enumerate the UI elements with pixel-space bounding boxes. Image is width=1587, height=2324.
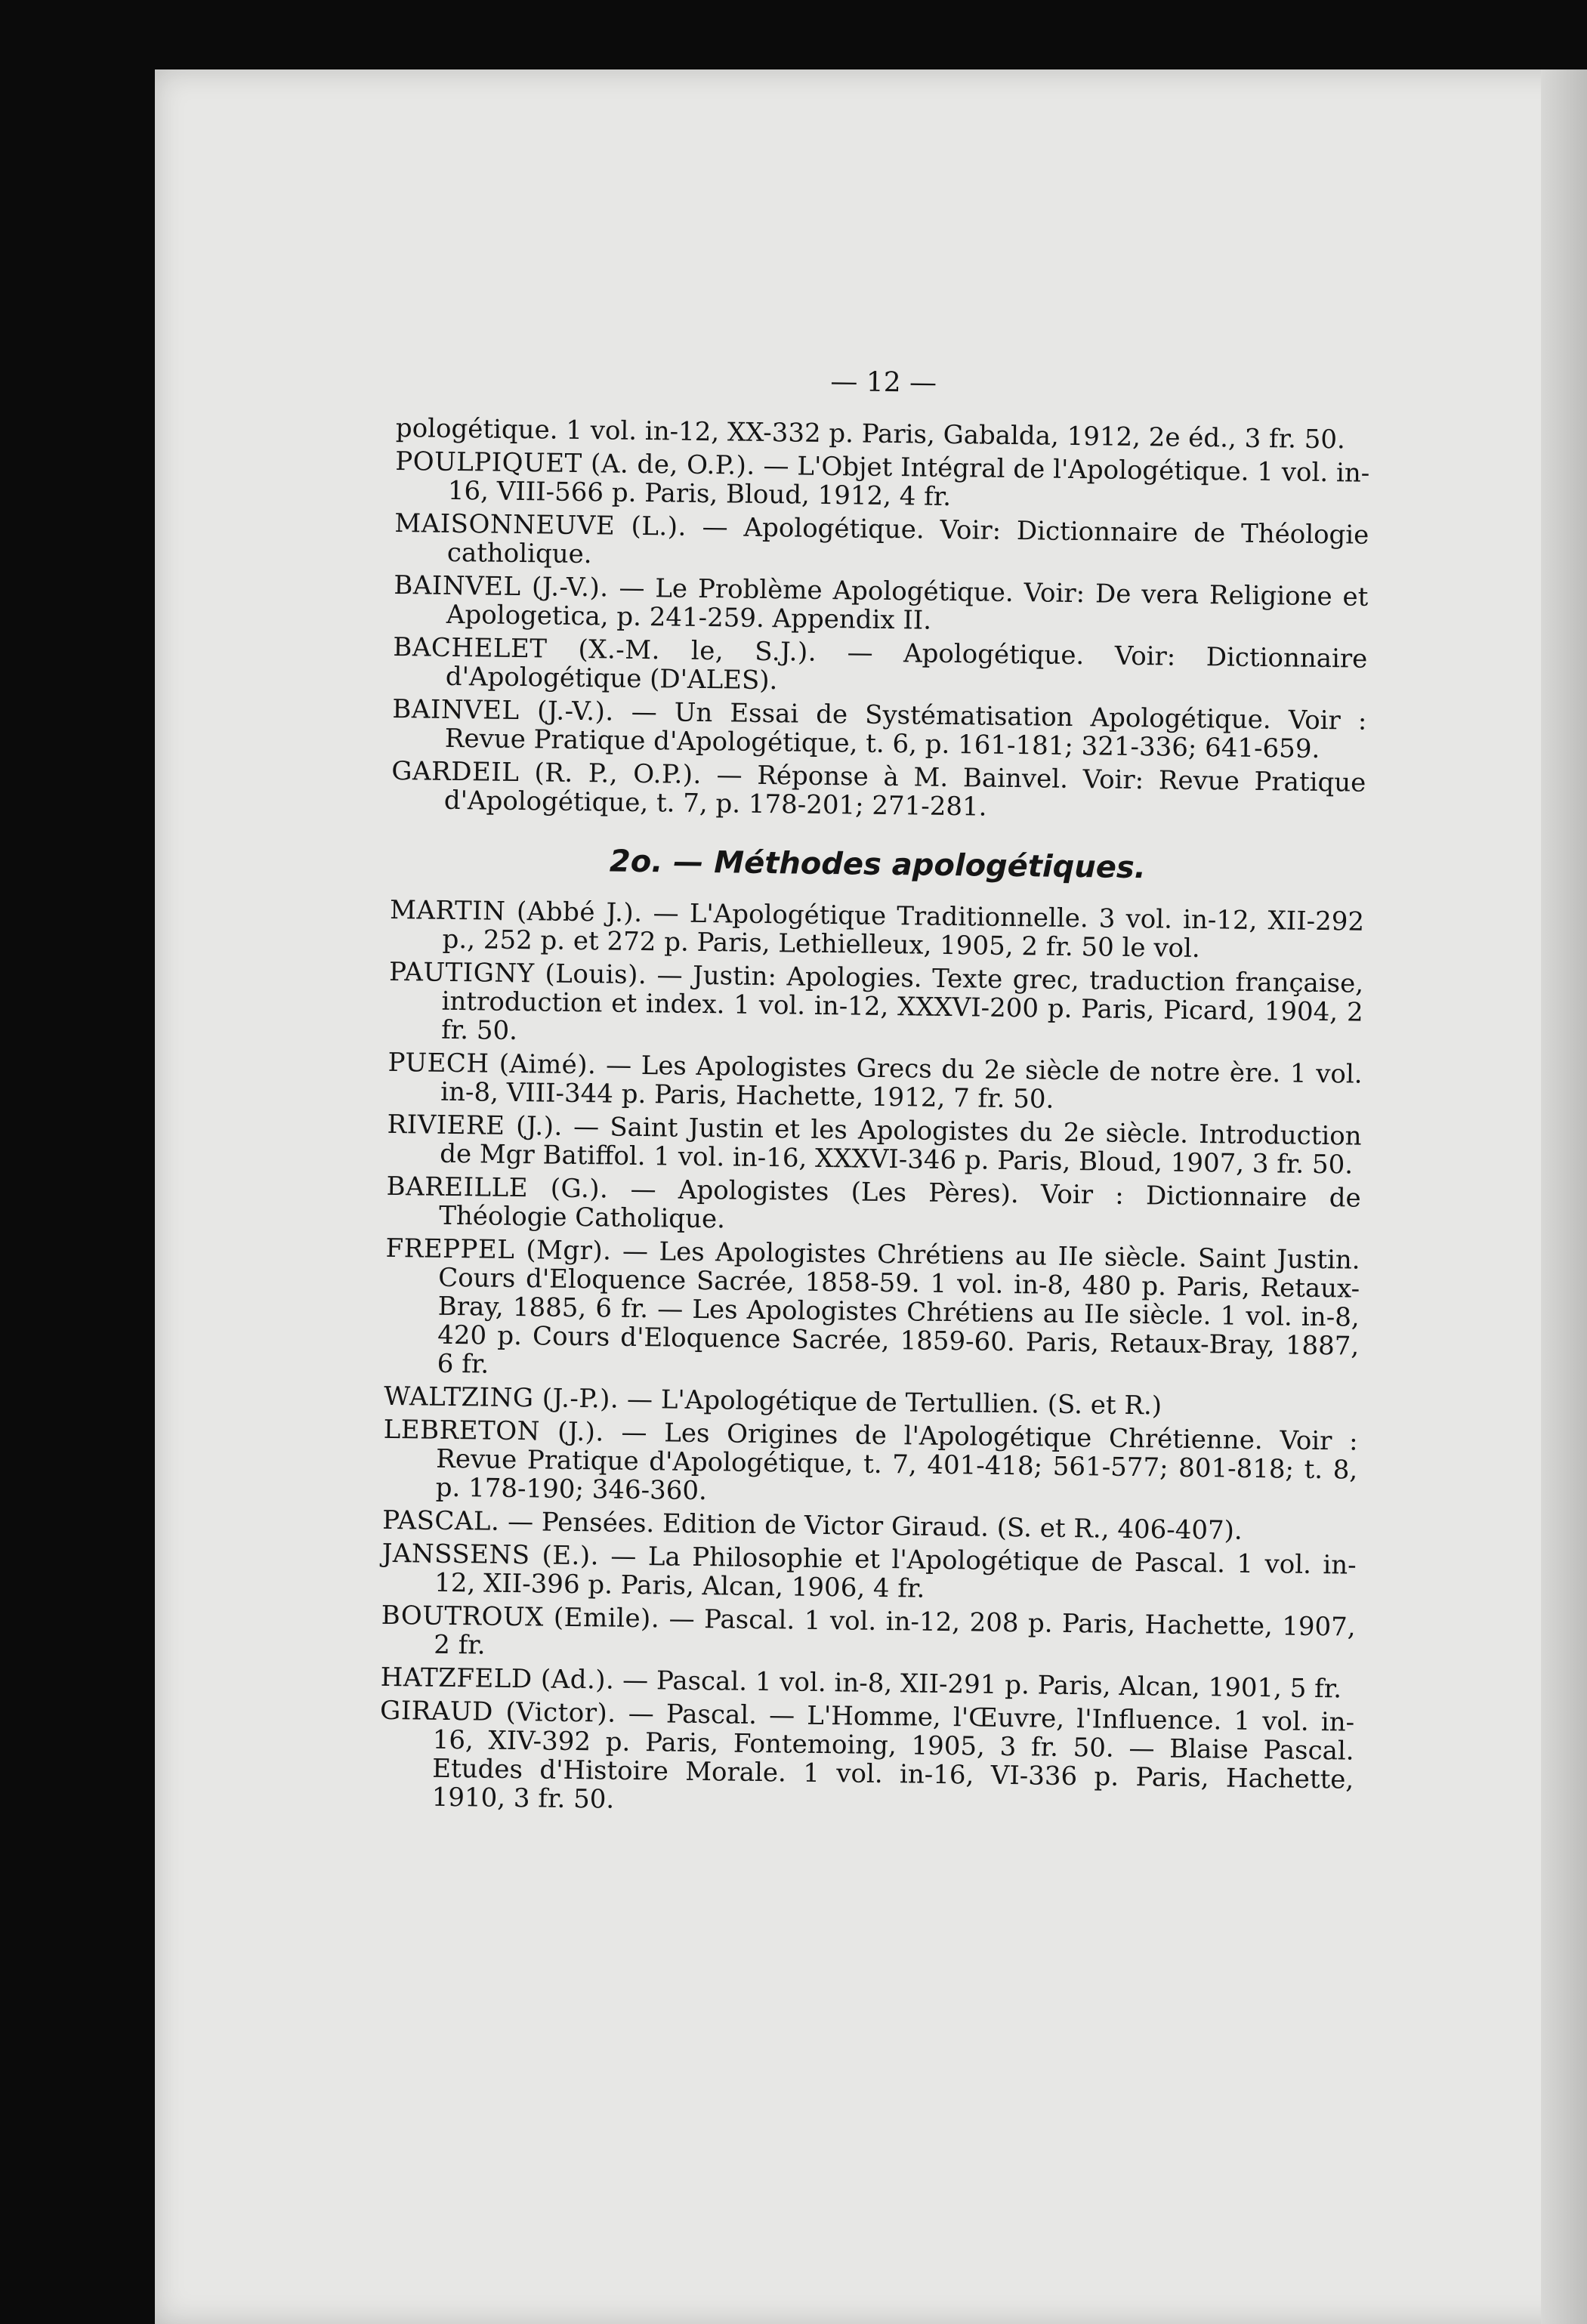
entry-text: — Les Origines de l'Apologétique Chrétienne. Voir : Revue Pratique d'Apologétique, t. 7, 401-418; 561-577; 801-818; t. 8, p. 178-190; 346-360.: [435, 1417, 1358, 1507]
entry-text: — L'Apologétique de Tertullien. (S. et R.): [626, 1384, 1162, 1421]
entry-author: GARDEIL (R. P., O.P.).: [391, 755, 702, 790]
entry-text: — L'Objet Intégral de l'Apologétique. 1 vol. in-16, VIII-566 p. Paris, Bloud, 1912, 4 fr.: [447, 450, 1370, 512]
entry-text: — Pascal. 1 vol. in-8, XII-291 p. Paris, Alcan, 1901, 5 fr.: [622, 1665, 1342, 1705]
entry-author: JANSSENS (E.).: [381, 1538, 600, 1572]
entry-author: BAINVEL (J.-V.).: [392, 693, 614, 727]
entry-text: — Apologétique. Voir: Dictionnaire de Théologie catholique.: [446, 511, 1369, 570]
entry-author: FREPPEL (Mgr).: [385, 1233, 612, 1267]
bibliography-entry: [389, 896, 1364, 965]
page-number: — 12 —: [830, 366, 937, 399]
entry-author: MAISONNEUVE (L.).: [394, 508, 687, 542]
bibliography-entry: [379, 1696, 1355, 1823]
bibliography-entry: [393, 633, 1368, 702]
bibliography-entry: [386, 1172, 1361, 1242]
entry-text: — Le Problème Apologétique. Voir: De vera Religione et Apologetica, p. 241-259. Appendix II.: [446, 573, 1369, 636]
entry-text: — Les Apologistes Grecs du 2e siècle de notre ère. 1 vol. in-8, VIII-344 p. Paris, Hachette, 1912, 7 fr. 50.: [440, 1050, 1363, 1115]
entry-text: — Un Essai de Systématisation Apologétique. Voir : Revue Pratique d'Apologétique, t. 6, p. 161-181; 321-336; 641-659.: [444, 696, 1367, 764]
entry-text: — Apologistes (Les Pères). Voir : Dictionnaire de Théologie Catholique.: [438, 1174, 1361, 1235]
bibliography-entry: [391, 757, 1366, 826]
entry-author: POULPIQUET (A. de, O.P.).: [395, 446, 755, 481]
entry-author: HATZFELD (Ad.).: [380, 1662, 615, 1696]
entry-author: RIVIERE (J.).: [387, 1109, 563, 1142]
entry-author: WALTZING (J.-P.).: [384, 1381, 619, 1415]
bibliography-entry: [392, 695, 1367, 764]
section-heading: 2o. — Méthodes apologétiques.: [609, 844, 1147, 886]
entry-author: BACHELET (X.-M. le, S.J.).: [393, 631, 817, 668]
entry-author: BOUTROUX (Emile).: [381, 1600, 660, 1634]
entry-text: — Pensées. Edition de Victor Giraud. (S. et R., 406-407).: [507, 1506, 1243, 1546]
bibliography-entry: [387, 1048, 1363, 1118]
bibliography-entry: [381, 1601, 1356, 1671]
bibliography-entry: [394, 571, 1369, 640]
bibliography-entry: [394, 509, 1369, 579]
entry-author: GIRAUD (Victor).: [379, 1695, 616, 1729]
bibliography-entry: [387, 1110, 1362, 1180]
entry-text: — Les Apologistes Chrétiens au IIe siècle. Saint Justin. Cours d'Eloquence Sacrée, 1858-59. 1 vol. in-8, 480 p. Paris, Retaux-Bray, 1885, 6 fr. — Les Apologistes Chrétiens au IIe siècle. 1 vol. in-8, 420 p. Cours d'Eloquence Sacrée, 1859-60. Paris, Retaux-Bray, 1887, 6 fr.: [437, 1236, 1360, 1380]
entry-text: — Pascal. 1 vol. in-12, 208 p. Paris, Hachette, 1907, 2 fr.: [434, 1603, 1356, 1661]
entry-author: PUECH (Aimé).: [387, 1047, 597, 1081]
page-text: [378, 363, 1370, 1828]
entry-text: — L'Apologétique Traditionnelle. 3 vol. in-12, XII-292 p., 252 p. et 272 p. Paris, Lethielleux, 1905, 2 fr. 50 le vol.: [442, 898, 1365, 964]
bibliography-entry: [381, 1539, 1357, 1609]
entry-author: LEBRETON (J.).: [383, 1414, 604, 1448]
entry-text: — Pascal. — L'Homme, l'Œuvre, l'Influence. 1 vol. in-16, XIV-392 p. Paris, Fontemoing, 1905, 3 fr. 50. — Blaise Pascal. Etudes d'Histoire Morale. 1 vol. in-16, VI-336 p. Paris, Hachette, 1910, 3 fr. 50.: [431, 1698, 1355, 1815]
bibliography-entry: [395, 447, 1370, 517]
entry-author: MARTIN (Abbé J.).: [389, 894, 643, 929]
bibliography-entry: [383, 1415, 1358, 1514]
entry-author: PAUTIGNY (Louis).: [388, 956, 647, 991]
bibliography-entry: [384, 1234, 1360, 1390]
entry-text: — Apologétique. Voir: Dictionnaire d'Apologétique (D'ALES).: [445, 637, 1368, 696]
bibliography-entry: [388, 958, 1363, 1056]
entry-text: — Saint Justin et les Apologistes du 2e siècle. Introduction de Mgr Batiffol. 1 vol. in-16, XXXVI-346 p. Paris, Bloud, 1907, 3 fr. 50.: [439, 1111, 1362, 1181]
entry-author: PASCAL.: [382, 1505, 500, 1537]
entry-text: — Réponse à M. Bainvel. Voir: Revue Pratique d'Apologétique, t. 7, p. 178-201; 271-281.: [443, 760, 1366, 823]
page-edge: [1541, 69, 1587, 2324]
entry-author: BAREILLE (G.).: [386, 1171, 609, 1205]
entry-author: BAINVEL (J.-V.).: [394, 569, 609, 603]
entry-text: — La Philosophie et l'Apologétique de Pascal. 1 vol. in-12, XII-396 p. Paris, Alcan, 1906, 4 fr.: [434, 1541, 1357, 1604]
entry-text: — Justin: Apologies. Texte grec, traduction française, introduction et index. 1 vol. in-12, XXXVI-200 p. Paris, Picard, 1904, 2 fr. 50.: [440, 960, 1364, 1047]
entry-text: pologétique. 1 vol. in-12, XX-332 p. Paris, Gabalda, 1912, 2e éd., 3 fr. 50.: [395, 412, 1346, 455]
